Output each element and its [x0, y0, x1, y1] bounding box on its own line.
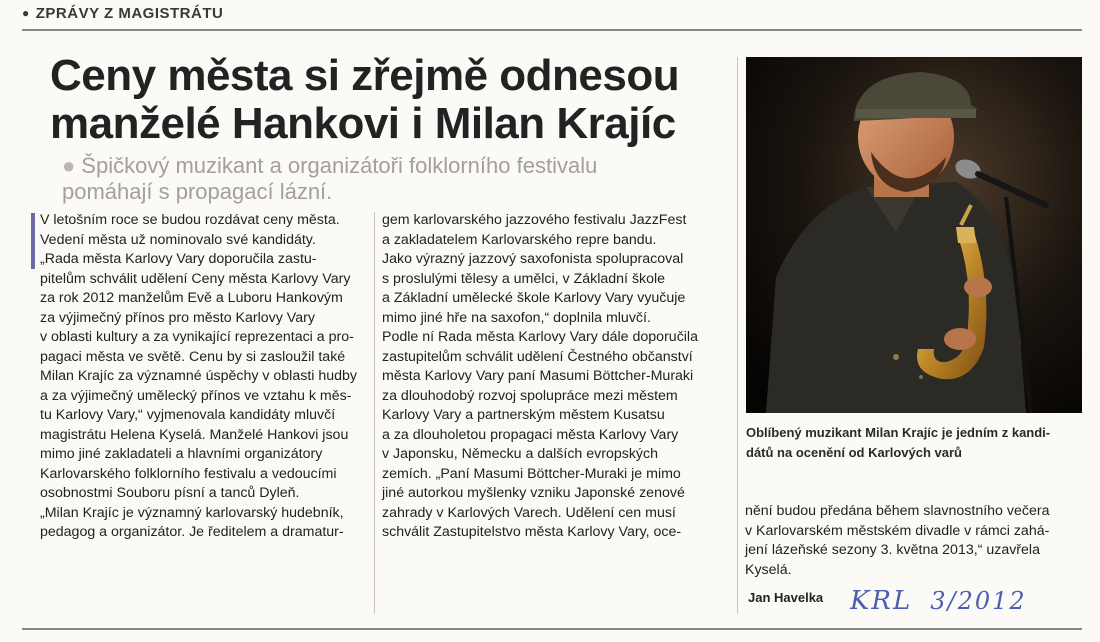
headline-line-1: Ceny města si zřejmě odnesou — [50, 51, 680, 100]
text-line: mimo jiné hře na saxofon,“ doplnila mluvčí. — [382, 309, 651, 326]
caption-line-1: Oblíbený muzikant Milan Krajíc je jedním z kandi- — [746, 425, 1051, 440]
subheadline-line-2: pomáhají s propagací lázní. — [62, 179, 333, 204]
article-column-3 — [745, 502, 1075, 580]
handwritten-annotation — [850, 586, 1027, 616]
text-line: tu Karlovy Vary,“ vyjmenovala kandidáty mluvčí — [40, 407, 336, 423]
text-line: Vedení města už nominovalo své kandidáty. — [40, 231, 316, 248]
bullet-icon: ● — [22, 6, 30, 20]
photo-caption — [746, 423, 1081, 463]
text-line: v oblasti kultury a za vynikající reprezentaci a pro- — [40, 329, 354, 345]
text-line: Kyselá. — [745, 561, 792, 578]
headline-line-2: manželé Hankovi i Milan Krajíc — [50, 99, 676, 148]
musician-photo — [746, 57, 1082, 413]
text-line: osobnostmi Souboru písní a tanců Dyleň. — [40, 485, 300, 501]
handwritten-initials: KRL — [850, 586, 913, 616]
text-line: schválit Zastupitelstvo města Karlovy Vary, oce- — [382, 524, 682, 540]
column-divider-1 — [374, 212, 375, 614]
article-column-1 — [40, 211, 368, 543]
text-line: Karlovarského folklorního festivalu a vedoucími — [40, 465, 337, 482]
author-byline: Jan Havelka — [748, 590, 824, 605]
text-line: pagaci města ve světě. Cenu by si zasloužil také — [40, 348, 346, 365]
text-line: Milan Krajíc za významné úspěchy v oblasti hudby — [40, 368, 358, 384]
text-line: zahrady v Karlových Varech. Udělení cen musí — [382, 504, 676, 521]
section-label — [22, 5, 223, 22]
photo-illustration — [746, 57, 1082, 413]
text-line: gem karlovarského jazzového festivalu JazzFest — [382, 212, 687, 228]
article-column-2 — [382, 211, 727, 543]
text-line: mimo jiné zakladateli a hlavními organizátory — [40, 446, 323, 462]
handwritten-issue-number: 3/2012 — [930, 587, 1027, 615]
text-line: za rok 2012 manželům Evě a Luboru Hankovým — [40, 290, 343, 306]
lead-accent-bar — [31, 213, 35, 269]
top-rule — [22, 29, 1082, 31]
text-line: za výjimečný přínos pro město Karlovy Vary — [40, 309, 315, 326]
text-line: Podle ní Rada města Karlovy Vary dále doporučila — [382, 329, 698, 345]
bullet-icon: ● — [62, 153, 76, 178]
text-line: a Základní umělecké škole Karlovy Vary vyučuje — [382, 290, 686, 306]
text-line: města Karlovy Vary paní Masumi Böttcher-Muraki — [382, 368, 694, 384]
text-line: jení lázeňské sezony 3. května 2013,“ uzavřela — [745, 542, 1040, 558]
text-line: pitelům schválit udělení Ceny města Karlovy Vary — [40, 270, 351, 287]
text-line: a zakladatelem Karlovarského repre bandu. — [382, 231, 657, 248]
text-line: a za dlouholetou propagaci města Karlovy Vary — [382, 426, 679, 443]
text-line: zemích. „Paní Masumi Böttcher-Muraki je mimo — [382, 465, 681, 482]
text-line: „Rada města Karlovy Vary doporučila zastu- — [40, 251, 317, 267]
text-line: v Japonsku, Německu a dalších evropských — [382, 446, 658, 462]
text-line: jiné autorkou myšlenky vzniku Japonské zenové — [382, 485, 685, 501]
text-line: Karlovy Vary a partnerským městem Kusatsu — [382, 407, 665, 423]
text-line: „Milan Krajíc je významný karlovarský hudebník, — [40, 504, 344, 521]
bottom-rule — [22, 628, 1082, 630]
text-line: s proslulými tělesy a umělci, v Základní škole — [382, 270, 666, 287]
text-line: a za výjimečný umělecký přínos ve vztahu k měs- — [40, 387, 352, 404]
text-line: Jako výrazný jazzový saxofonista spolupracoval — [382, 251, 684, 267]
caption-line-2: dátů na ocenění od Karlových varů — [746, 445, 962, 460]
text-line: zastupitelům schválit udělení Čestného občanství — [382, 348, 693, 365]
text-line: za dlouhodobý rozvoj spolupráce mezi městem — [382, 387, 678, 404]
subheadline-line-1: Špičkový muzikant a organizátoři folklorního festivalu — [81, 153, 598, 178]
subheadline — [62, 153, 742, 205]
text-line: magistrátu Helena Kyselá. Manželé Hankovi jsou — [40, 426, 349, 443]
text-line: nění budou předána během slavnostního večera — [745, 503, 1050, 519]
section-title: ZPRÁVY Z MAGISTRÁTU — [35, 5, 224, 22]
text-line: V letošním roce se budou rozdávat ceny města. — [40, 212, 340, 228]
text-line: pedagog a organizátor. Je ředitelem a dramatur- — [40, 524, 344, 540]
text-line: v Karlovarském městském divadle v rámci zahá- — [745, 522, 1050, 539]
headline — [50, 52, 740, 148]
